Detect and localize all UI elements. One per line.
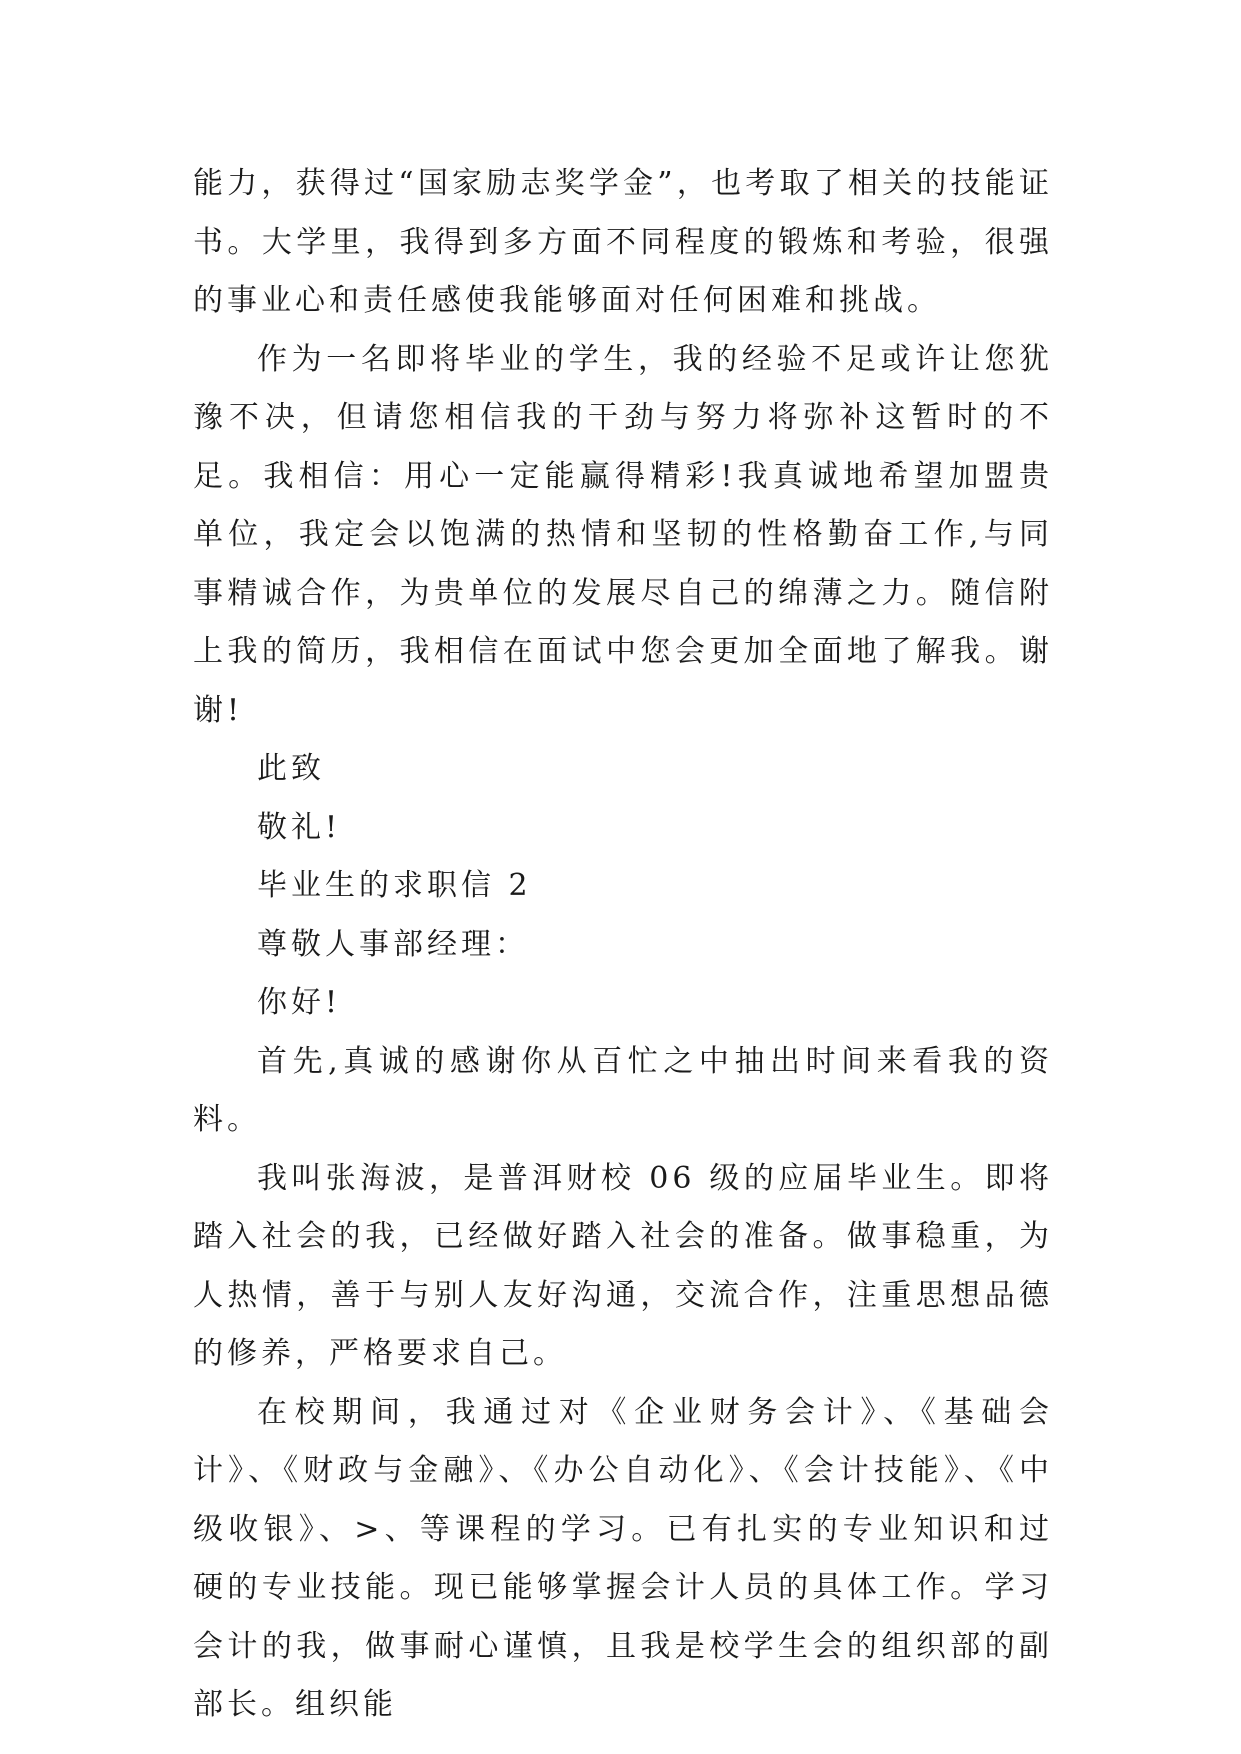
recipient-line: 尊敬人事部经理： — [257, 926, 529, 962]
greeting-line: 你好! — [257, 985, 342, 1020]
paragraph-studies: 在校期间，我通过对《企业财务会计》、《基础会计》、《财政与金融》、《办公自动化》、《会计技能》、《中级收银》、>、等课程的学习。已有扎实的专业知识和过硬的专业技能。现已能够掌握会计人员的具体工作。学习会计的我，做事耐心谨慎，且我是校学生会的组织部的副部长。组织能 — [193, 1394, 1053, 1722]
paragraph-thanks: 首先,真诚的感谢你从百忙之中抽出时间来看我的资料。 — [193, 1043, 1053, 1137]
paragraph-closing-statement: 作为一名即将毕业的学生，我的经验不足或许让您犹豫不决，但请您相信我的干劲与努力将弥补这暂时的不足。我相信：用心一定能赢得精彩!我真诚地希望加盟贵单位，我定会以饱满的热情和坚韧的性格勤奋工作,与同事精诚合作，为贵单位的发展尽自己的绵薄之力。随信附上我的简历，我相信在面试中您会更加全面地了解我。谢谢! — [193, 341, 1053, 728]
paragraph-introduction: 我叫张海波，是普洱财校 06 级的应届毕业生。即将踏入社会的我，已经做好踏入社会的准备。做事稳重，为人热情，善于与别人友好沟通，交流合作，注重思想品德的修养，严格要求自己。 — [193, 1160, 1053, 1371]
document-page — [193, 155, 1053, 1735]
salutation-jing-li: 敬礼! — [257, 809, 342, 845]
section-title: 毕业生的求职信 2 — [257, 868, 532, 903]
salutation-ci-zhi: 此致 — [257, 751, 325, 786]
paragraph-continuation: 能力，获得过“国家励志奖学金”，也考取了相关的技能证书。大学里，我得到多方面不同程度的锻炼和考验，很强的事业心和责任感使我能够面对任何困难和挑战。 — [193, 166, 1053, 318]
